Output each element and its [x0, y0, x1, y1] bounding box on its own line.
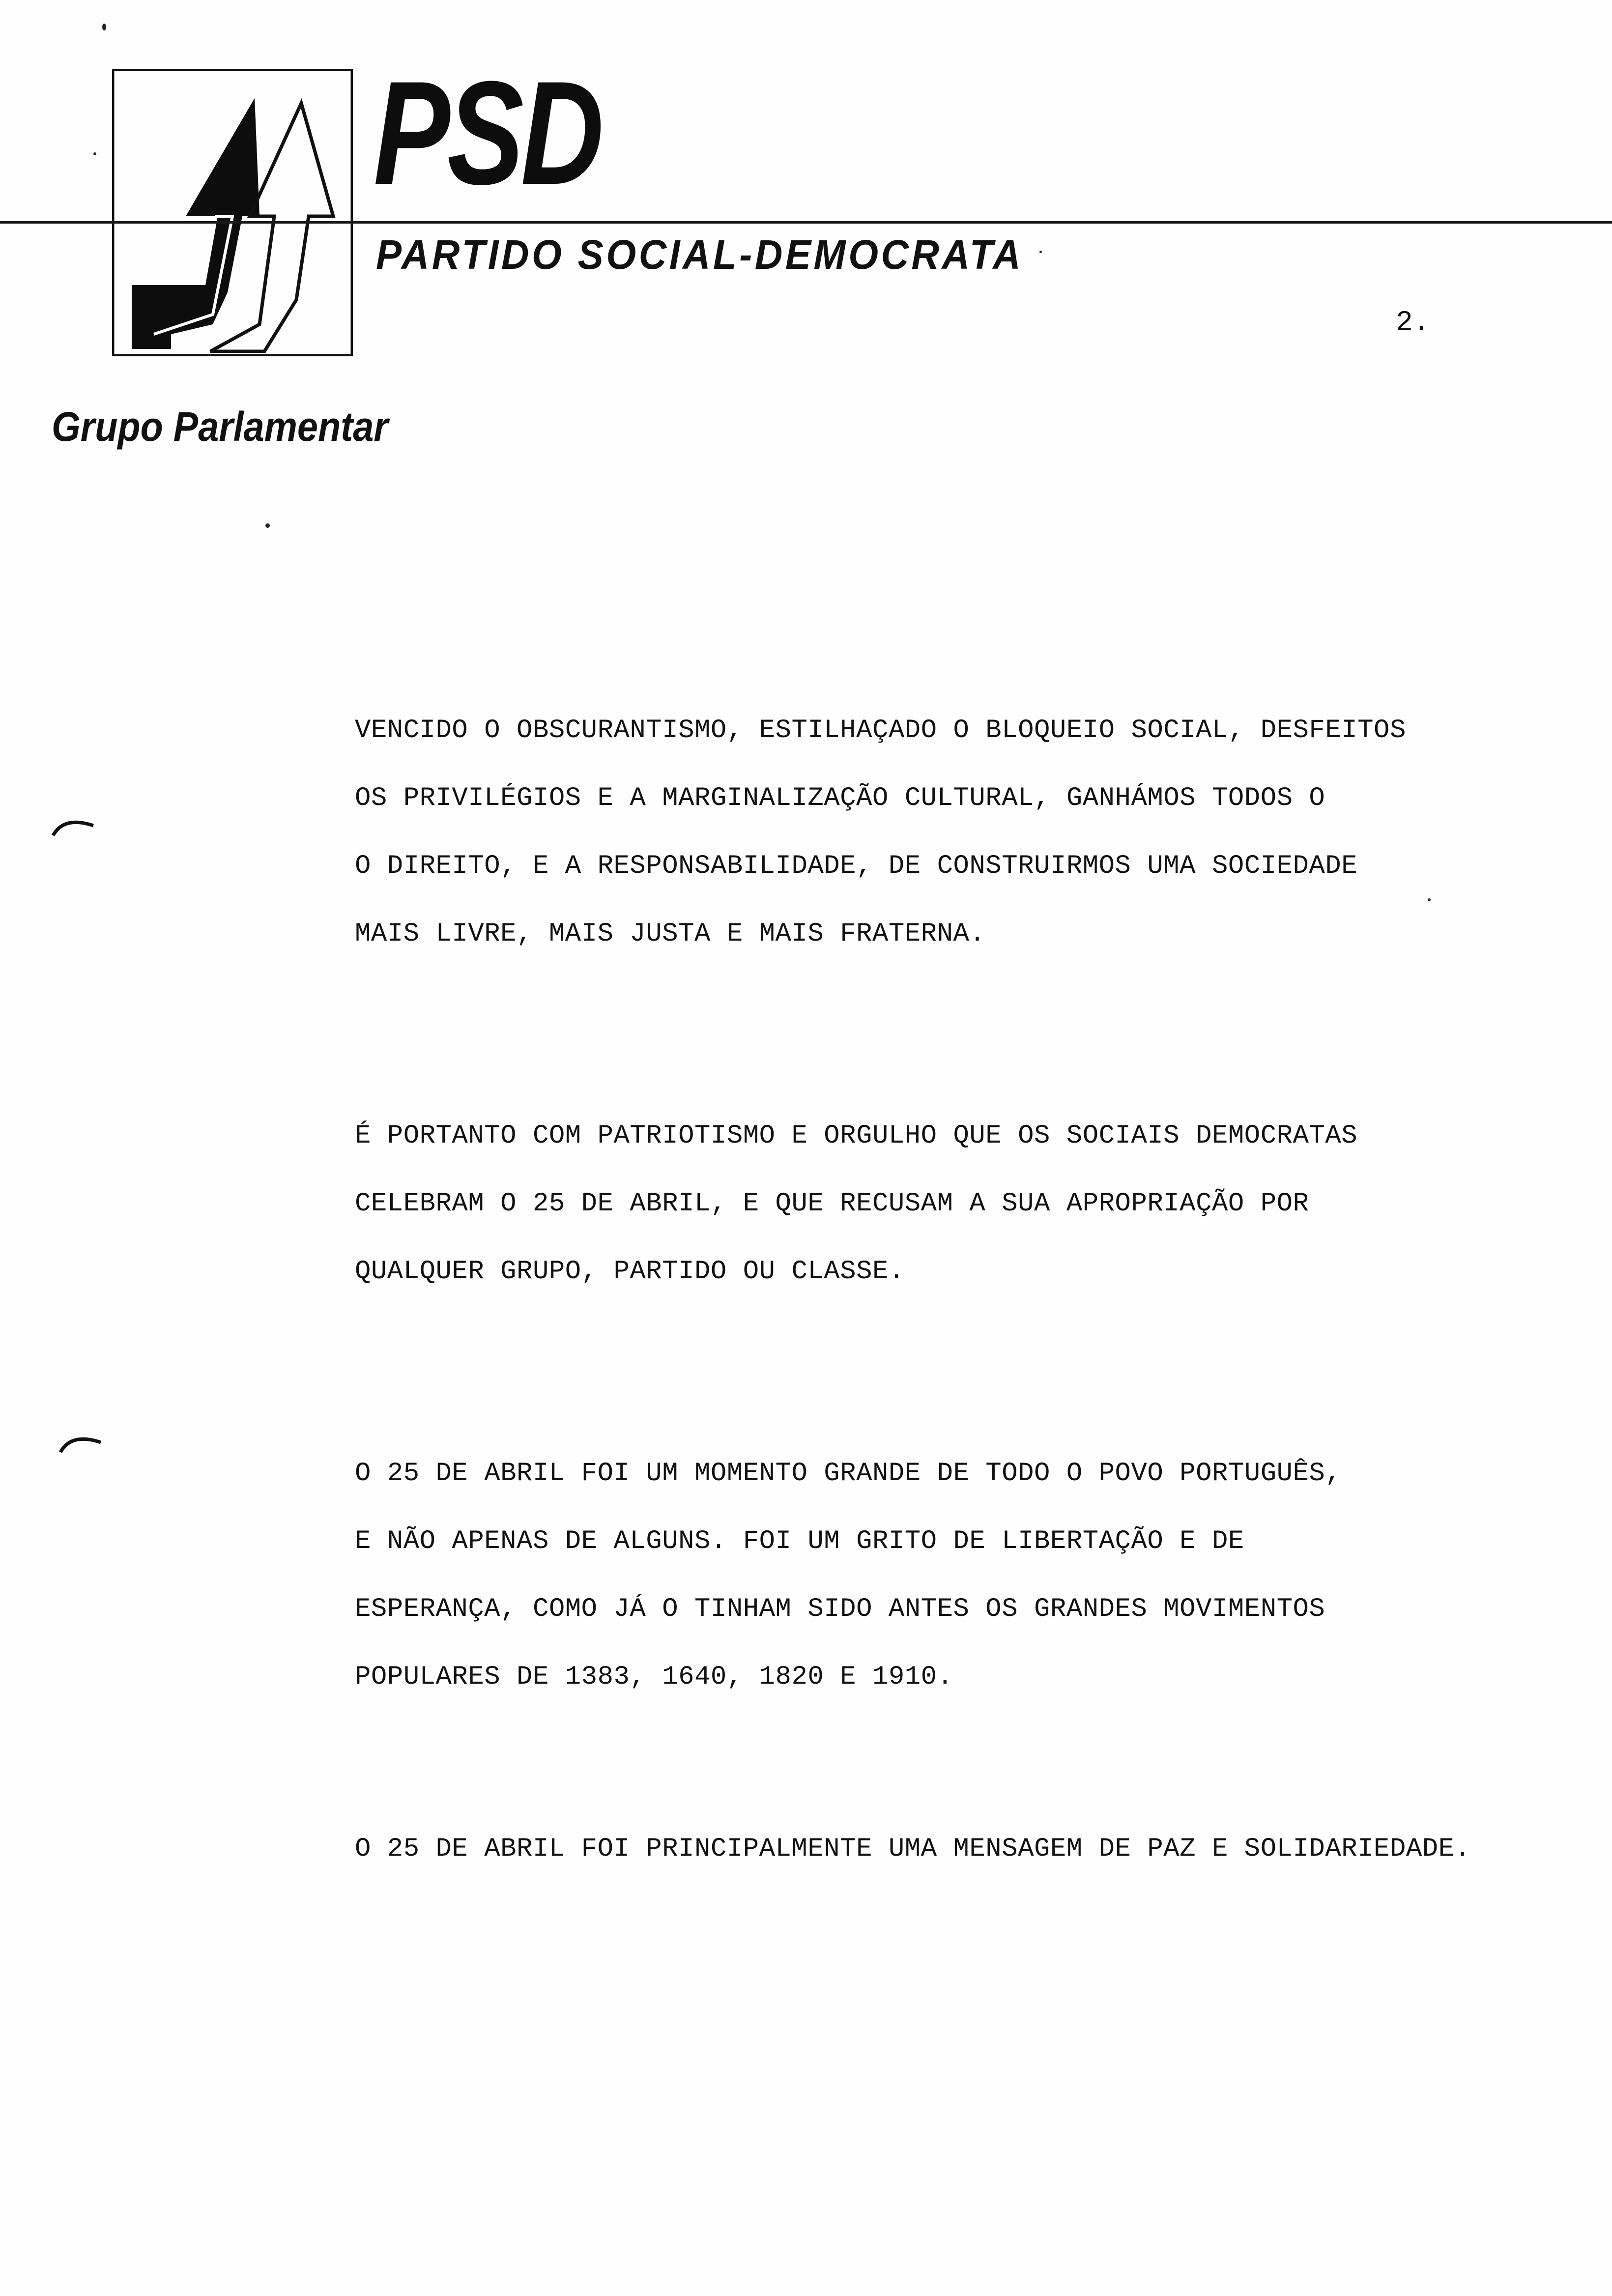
paragraph-line: VENCIDO O OBSCURANTISMO, ESTILHAÇADO O BLOQUEIO SOCIAL, DESFEITOS: [355, 716, 1406, 746]
psd-arrows-logo-icon: [112, 69, 353, 356]
paragraph-line: O 25 DE ABRIL FOI PRINCIPALMENTE UMA MENSAGEM DE PAZ E SOLIDARIEDADE.: [355, 1834, 1471, 1864]
paragraph-line: OS PRIVILÉGIOS E A MARGINALIZAÇÃO CULTURAL, GANHÁMOS TODOS O: [355, 783, 1325, 813]
paragraph-3: [355, 1440, 1564, 1711]
paragraph-line: O DIREITO, E A RESPONSABILIDADE, DE CONSTRUIRMOS UMA SOCIEDADE: [355, 851, 1358, 881]
paragraph-line: CELEBRAM O 25 DE ABRIL, E QUE RECUSAM A SUA APROPRIAÇÃO POR: [355, 1189, 1309, 1219]
paragraph-line: É PORTANTO COM PATRIOTISMO E ORGULHO QUE OS SOCIAIS DEMOCRATAS: [355, 1121, 1358, 1151]
scan-speck: [102, 24, 106, 30]
punch-hole-mark-icon: [57, 1428, 106, 1457]
scan-speck: [1428, 898, 1431, 901]
paragraph-1: [355, 697, 1564, 968]
paragraph-line: QUALQUER GRUPO, PARTIDO OU CLASSE.: [355, 1257, 905, 1287]
paragraph-line: ESPERANÇA, COMO JÁ O TINHAM SIDO ANTES OS GRANDES MOVIMENTOS: [355, 1594, 1325, 1624]
paragraph-4: [355, 1815, 1564, 1883]
scan-speck: [1039, 251, 1042, 253]
page-number: 2.: [1396, 307, 1430, 339]
paragraph-line: O 25 DE ABRIL FOI UM MOMENTO GRANDE DE TODO O POVO PORTUGUÊS,: [355, 1459, 1342, 1489]
paragraph-2: [355, 1102, 1564, 1306]
paragraph-line: E NÃO APENAS DE ALGUNS. FOI UM GRITO DE LIBERTAÇÃO E DE: [355, 1526, 1244, 1556]
psd-wordmark: PSD: [374, 50, 601, 215]
paragraph-line: POPULARES DE 1383, 1640, 1820 E 1910.: [355, 1662, 953, 1692]
scan-speck: [265, 523, 270, 528]
scan-speck: [93, 152, 96, 155]
header-rule: [0, 221, 1612, 224]
party-name: PARTIDO SOCIAL-DEMOCRATA: [376, 231, 1024, 278]
paragraph-line: MAIS LIVRE, MAIS JUSTA E MAIS FRATERNA.: [355, 919, 986, 949]
group-label: Grupo Parlamentar: [52, 403, 388, 450]
punch-hole-mark-icon: [49, 811, 98, 840]
